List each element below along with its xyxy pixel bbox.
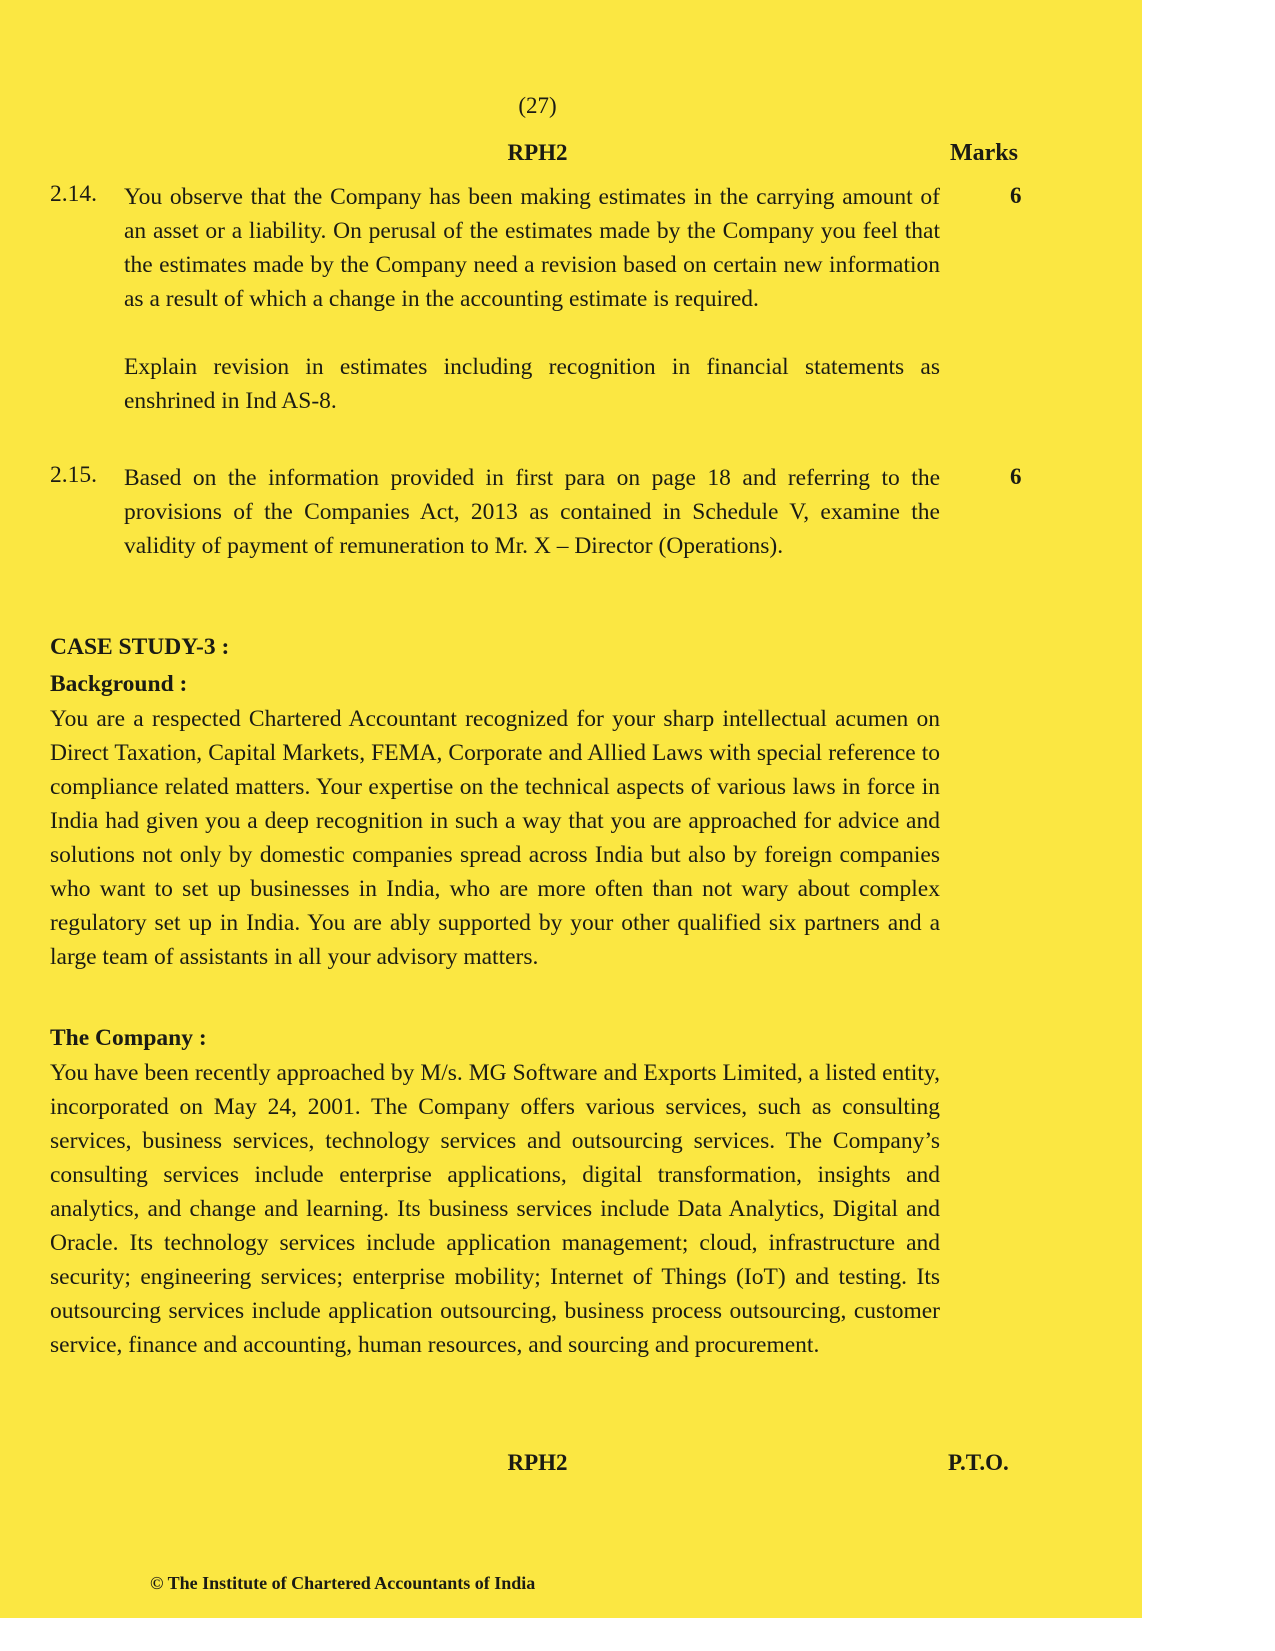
page-number: (27): [518, 93, 557, 118]
question-text: Based on the information provided in first para on page 18 and referring to the provisions of the Companies Act, 2013 as contained in Schedule V, examine the validity of payment of remuneration to Mr. X – Director (Operations).: [124, 465, 940, 559]
question-text: You observe that the Company has been making estimates in the carrying amount of an asset or a liability. On perusal of the estimates made by the Company you feel that the estimates made by the Company need a revision based on certain new information as a result of which a change in the accounting estimate is required.: [124, 184, 940, 312]
case-study-title: CASE STUDY-3 :: [50, 634, 230, 660]
paper-code-header: RPH2: [507, 140, 568, 165]
company-paragraph: You have been recently approached by M/s. MG Software and Exports Limited, a listed entity, incorporated on May 24, 2001. The Company offers various services, such as consulting services, business services, technology services and outsourcing services. The Company’s consulting services include enterprise applications, digital transformation, insights and analytics, and change and learning. Its business services include Data Analytics, Digital and Oracle. Its technology services include application management; cloud, infrastructure and security; engineering services; enterprise mobility; Internet of Things (IoT) and testing. Its outsourcing services include application outsourcing, business process outsourcing, customer service, finance and accounting, human resources, and sourcing and procurement.: [50, 1060, 940, 1358]
paper-code-footer: RPH2: [507, 1450, 568, 1475]
question-instruction: Explain revision in estimates including recognition in financial statements as enshrined in Ind AS-8.: [124, 354, 940, 414]
question-number: 2.14.: [50, 181, 97, 207]
company-heading: The Company :: [50, 1025, 207, 1051]
question-marks: 6: [1010, 183, 1022, 208]
question-marks: 6: [1010, 464, 1022, 489]
question-number: 2.15.: [50, 462, 97, 488]
marks-column-label: Marks: [950, 140, 1018, 166]
copyright-notice: © The Institute of Chartered Accountants of India: [150, 1573, 536, 1593]
background-paragraph: You are a respected Chartered Accountant recognized for your sharp intellectual acumen on Direct Taxation, Capital Markets, FEMA, Corporate and Allied Laws with special reference to compliance related matters. Your expertise on the technical aspects of various laws in force in India had given you a deep recognition in such a way that you are approached for advice and solutions not only by domestic companies spread across India but also by foreign companies who want to set up businesses in India, who are more often than not wary about complex regulatory set up in India. You are ably supported by your other qualified six partners and a large team of assistants in all your advisory matters.: [50, 706, 940, 970]
pto-label: P.T.O.: [948, 1450, 1009, 1475]
background-heading: Background :: [50, 671, 188, 697]
